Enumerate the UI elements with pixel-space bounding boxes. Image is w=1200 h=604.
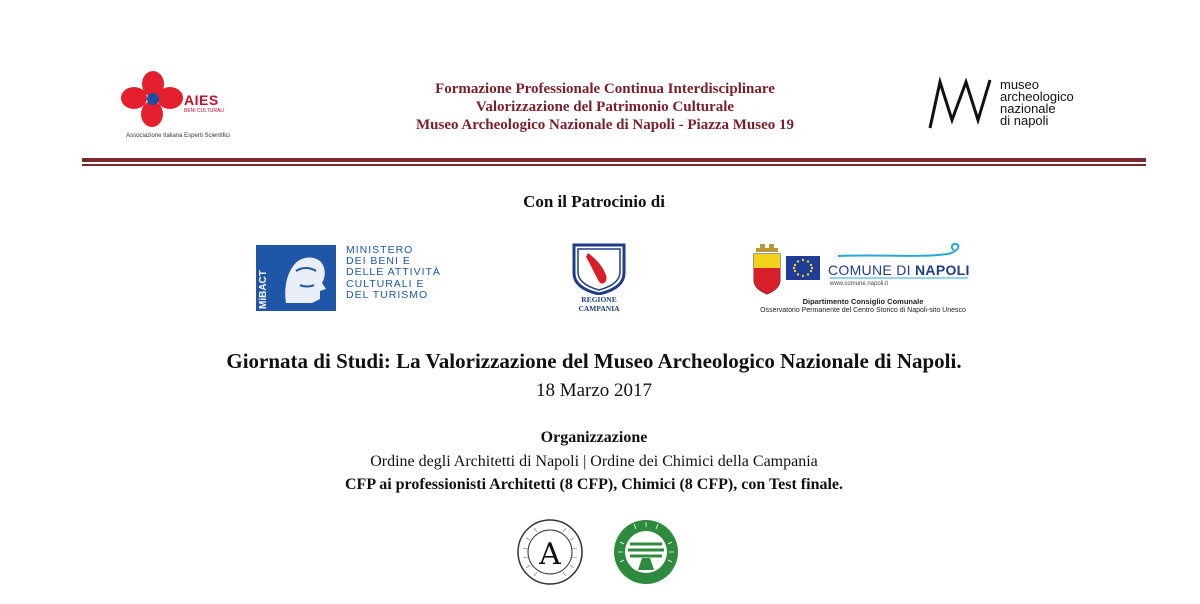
mibact-label: MiBACT (258, 270, 269, 309)
header-line-3: Museo Archeologico Nazionale di Napoli - Piazza Museo 19 (415, 117, 795, 133)
architetti-seal (516, 518, 584, 586)
mibact-emblem (256, 245, 336, 311)
architetti-seal-letter: A (539, 537, 561, 572)
mibact-line-2: DEI BENI E (346, 255, 411, 268)
header-title-block (370, 80, 840, 134)
mibact-logo (256, 243, 441, 313)
museo-line-3: nazionale (1000, 101, 1056, 116)
museo-line-2: archeologico (1000, 89, 1074, 104)
header-divider (82, 158, 1146, 167)
museo-wordmark (1000, 79, 1074, 127)
aies-flower-icon (118, 70, 188, 130)
aies-caption: Associazione Italiana Esperti Scientifici (126, 133, 230, 139)
comune-name (828, 262, 970, 278)
chimici-seal-icon (612, 518, 680, 586)
divider-line-thin (82, 164, 1146, 166)
event-title: Giornata di Studi: La Valorizzazione del Museo Archeologico Nazionale di Napoli. (226, 349, 962, 373)
aies-name: AIES (184, 92, 219, 108)
header-line-2: Valorizzazione del Patrimonio Culturale (475, 99, 735, 115)
organization-organizers: Ordine degli Architetti di Napoli | Ordine dei Chimici della Campania (370, 453, 818, 470)
regione-campania-logo (560, 243, 638, 311)
regione-label: REGIONE CAMPANIA (578, 295, 620, 313)
comune-name-city: NAPOLI (915, 262, 970, 278)
chimici-seal (612, 518, 680, 586)
mibact-name (346, 245, 441, 301)
comune-observatory: Osservatorio Permanente del Centro Storico di Napoli-sito Unesco (760, 307, 966, 314)
organization-heading: Organizzazione (540, 429, 648, 446)
architetti-seal-icon (516, 518, 584, 586)
mibact-line-1: MINISTERO (346, 244, 414, 256)
aies-subtitle: BENI CULTURALI (184, 108, 225, 114)
header-line-1: Formazione Professionale Continua Interdisciplinare (435, 81, 775, 97)
event-date: 18 Marzo 2017 (535, 380, 653, 401)
comune-url: www.comune.napoli.it (830, 281, 889, 287)
mibact-line-3: DELLE ATTIVITÀ (346, 266, 441, 279)
patronage-heading: Con il Patrocinio di (523, 192, 665, 211)
mibact-line-5: DEL TURISMO (346, 288, 429, 301)
regione-shield-icon (560, 243, 638, 295)
museo-line-1: museo (1000, 77, 1040, 92)
museo-line-4: di napoli (1000, 113, 1049, 128)
museo-logo (926, 76, 1106, 136)
mibact-line-4: CULTURALI E (346, 277, 425, 290)
comune-name-prefix: COMUNE DI (828, 262, 915, 278)
divider-line-thick (82, 158, 1146, 162)
cfp-credits: CFP ai professionisti Architetti (8 CFP), Chimici (8 CFP), con Test finale. (344, 476, 844, 493)
museo-mm-icon (926, 76, 998, 132)
comune-napoli-logo (738, 242, 988, 317)
comune-department: Dipartimento Consiglio Comunale (802, 297, 924, 306)
aies-logo (118, 70, 238, 145)
